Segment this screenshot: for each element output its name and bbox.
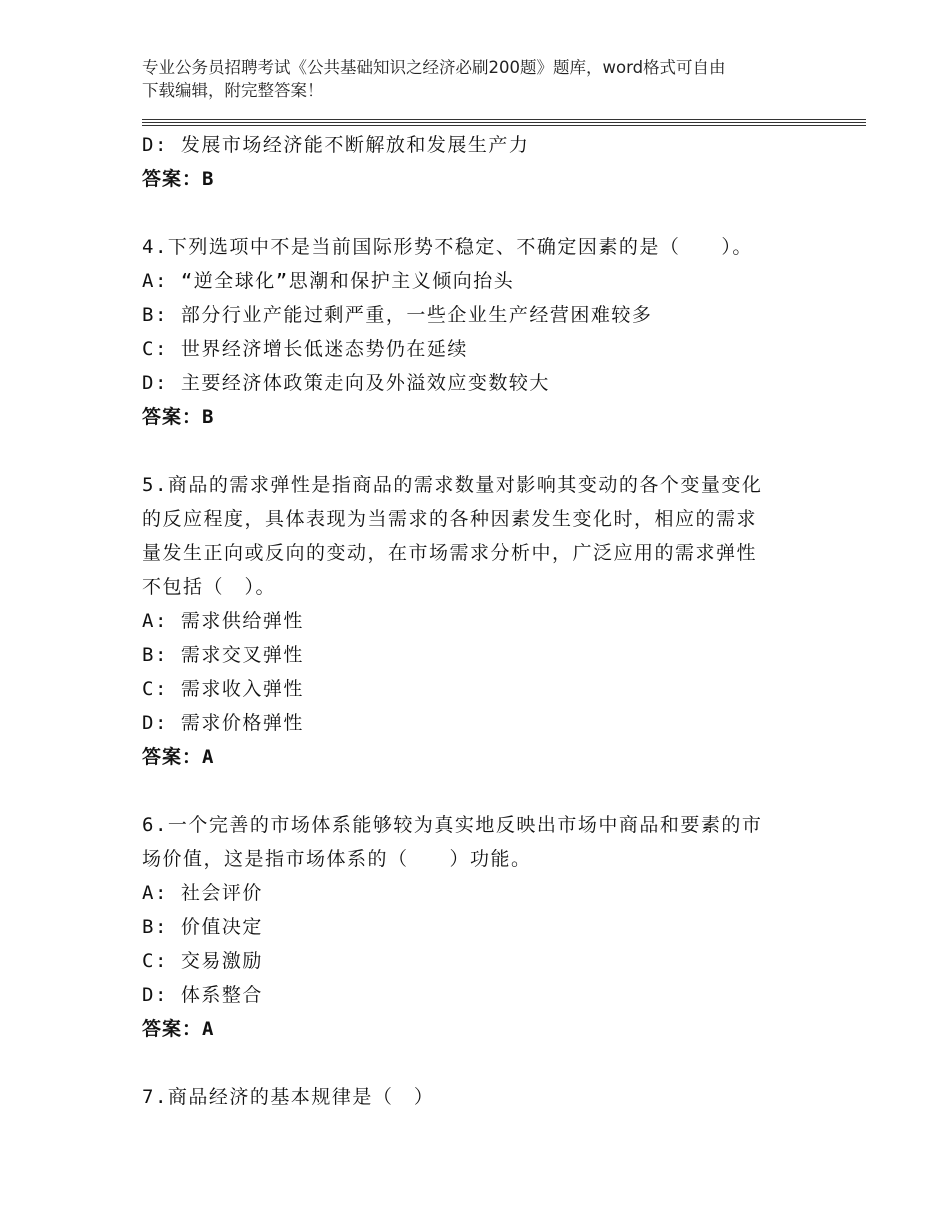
question-stem-line: 场价值，这是指市场体系的（ ）功能。 xyxy=(142,848,532,870)
answer-label: 答案： xyxy=(142,746,203,768)
question-stem-line: 的反应程度，具体表现为当需求的各种因素发生变化时，相应的需求 xyxy=(142,508,758,530)
answer-label: 答案： xyxy=(142,1018,203,1040)
question-5 xyxy=(142,468,842,774)
option-d: D: 主要经济体政策走向及外溢效应变数较大 xyxy=(142,372,550,394)
header-rule xyxy=(142,119,866,120)
option-b: B: 需求交叉弹性 xyxy=(142,644,304,666)
question-stem: 7.商品经济的基本规律是（ ） xyxy=(142,1086,435,1108)
question-stem-line: 6.一个完善的市场体系能够较为真实地反映出市场中商品和要素的市 xyxy=(142,814,763,836)
answer xyxy=(142,740,842,774)
answer-value: B xyxy=(202,168,215,190)
option-b: B: 部分行业产能过剩严重，一些企业生产经营困难较多 xyxy=(142,304,653,326)
answer xyxy=(142,162,842,196)
answer-label: 答案： xyxy=(142,406,203,428)
question-7 xyxy=(142,1080,842,1114)
question-3 xyxy=(142,128,842,196)
answer xyxy=(142,1012,842,1046)
document-body xyxy=(142,128,842,1114)
option-c: C: 交易激励 xyxy=(142,950,263,972)
question-stem-line: 5.商品的需求弹性是指商品的需求数量对影响其变动的各个变量变化 xyxy=(142,474,763,496)
question-stem-line: 不包括（ ）。 xyxy=(142,576,277,598)
option-a: A: 社会评价 xyxy=(142,882,263,904)
option-b: B: 价值决定 xyxy=(142,916,263,938)
header-rule xyxy=(142,125,866,126)
header-line-2: 下载编辑，附完整答案！ xyxy=(142,81,324,100)
answer-value: B xyxy=(202,406,215,428)
answer-label: 答案： xyxy=(142,168,203,190)
answer-value: A xyxy=(202,1018,215,1040)
header-rule xyxy=(142,122,866,123)
option-a: A: “逆全球化”思潮和保护主义倾向抬头 xyxy=(142,270,515,292)
question-4 xyxy=(142,230,842,434)
question-6 xyxy=(142,808,842,1046)
option-c: C: 需求收入弹性 xyxy=(142,678,304,700)
option-d: D: 发展市场经济能不断解放和发展生产力 xyxy=(142,134,530,156)
option-d: D: 需求价格弹性 xyxy=(142,712,304,734)
option-c: C: 世界经济增长低迷态势仍在延续 xyxy=(142,338,468,360)
header-line-1: 专业公务员招聘考试《公共基础知识之经济必刷200题》题库，word格式可自由 xyxy=(142,58,726,77)
answer-value: A xyxy=(202,746,215,768)
option-d: D: 体系整合 xyxy=(142,984,263,1006)
question-stem: 4.下列选项中不是当前国际形势不稳定、不确定因素的是（ ）。 xyxy=(142,236,753,258)
document-header xyxy=(142,56,822,102)
answer xyxy=(142,400,842,434)
option-a: A: 需求供给弹性 xyxy=(142,610,304,632)
question-stem-line: 量发生正向或反向的变动，在市场需求分析中，广泛应用的需求弹性 xyxy=(142,542,758,564)
